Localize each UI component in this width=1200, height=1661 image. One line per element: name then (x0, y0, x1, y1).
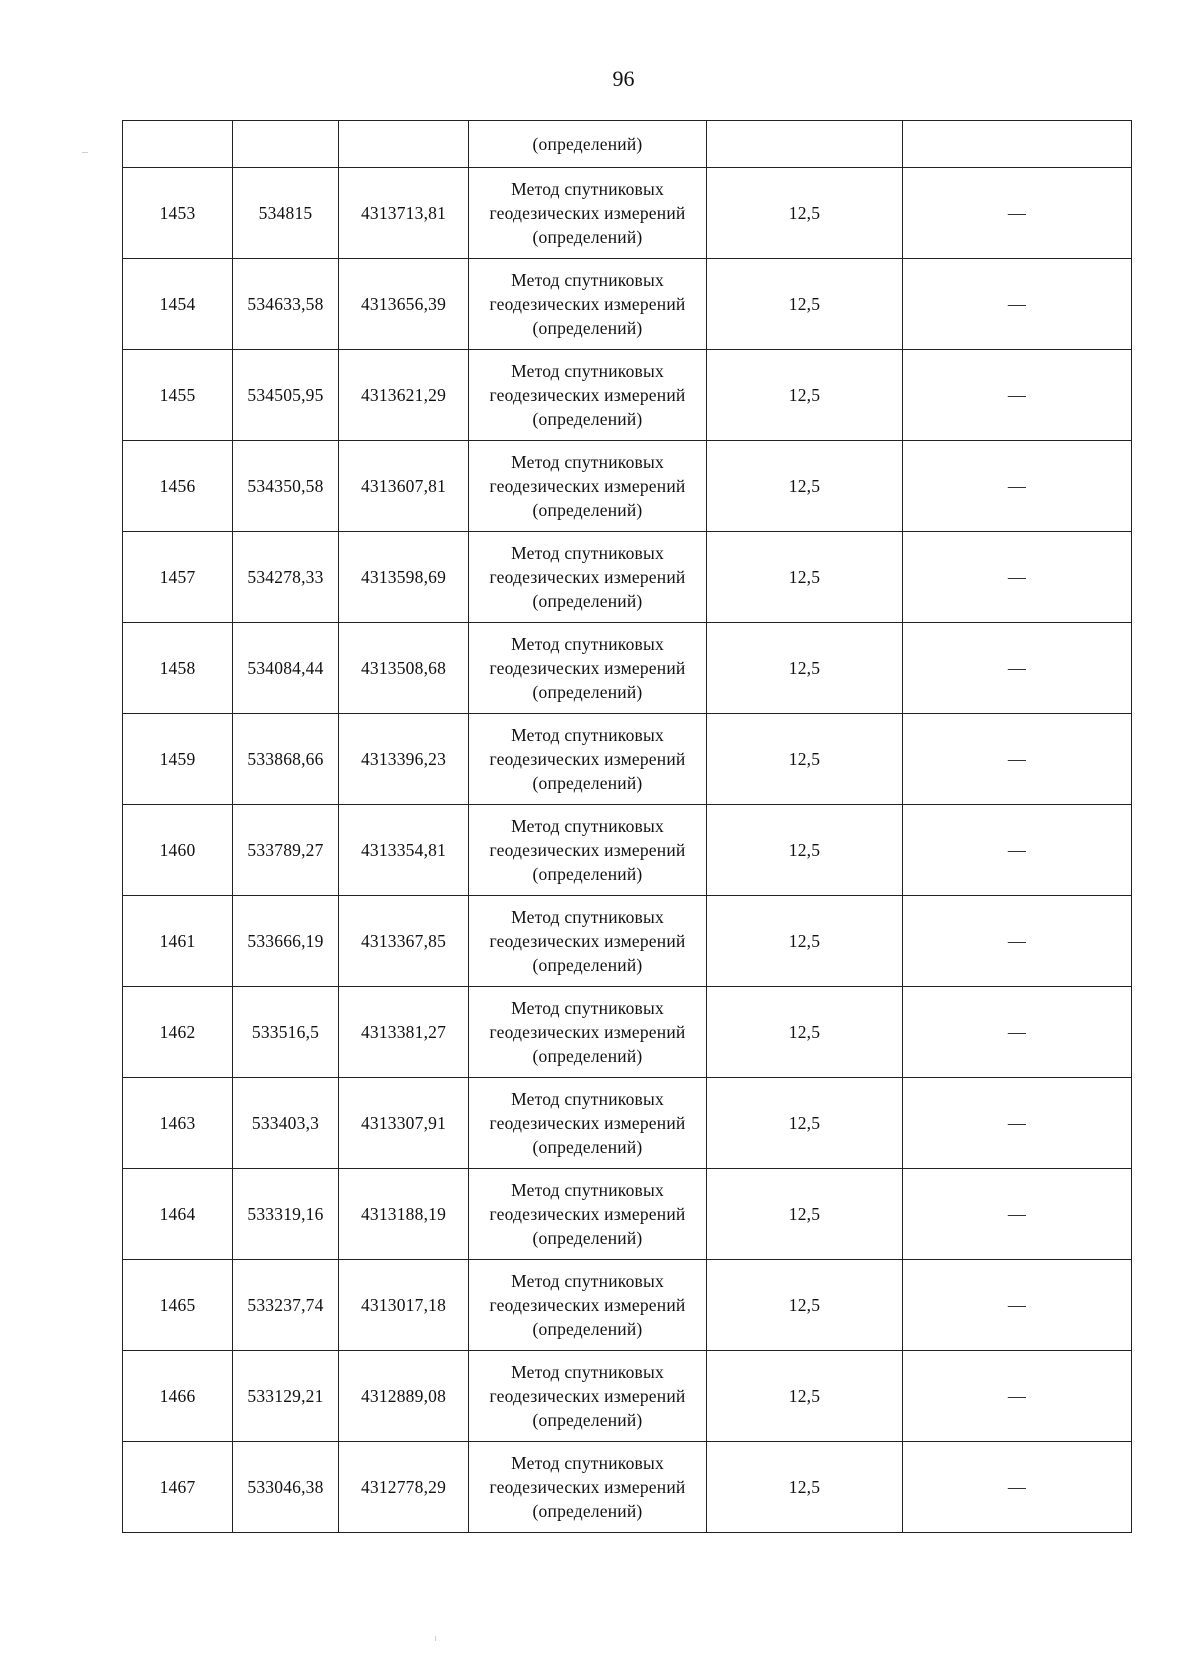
cell-note: — (903, 1169, 1132, 1260)
cell-point-number: 1465 (123, 1260, 233, 1351)
method-line: (определений) (532, 409, 643, 429)
cell-y: 4313713,81 (339, 168, 469, 259)
method-line: (определений) (532, 955, 643, 975)
table-row (123, 805, 1132, 896)
method-line: (определений) (532, 1501, 643, 1521)
cell-note: — (903, 259, 1132, 350)
method-line: (определений) (532, 500, 643, 520)
table-row (123, 623, 1132, 714)
method-line: геодезических измерений (489, 1022, 686, 1042)
cell-accuracy: 12,5 (707, 532, 903, 623)
cell-method (469, 259, 707, 350)
cell-y: 4313381,27 (339, 987, 469, 1078)
method-line: геодезических измерений (489, 294, 686, 314)
cell-accuracy: 12,5 (707, 1169, 903, 1260)
cell-method (469, 1260, 707, 1351)
cell-point-number: 1455 (123, 350, 233, 441)
method-line: Метод спутниковых (511, 361, 664, 381)
cell-note (903, 121, 1132, 168)
cell-note: — (903, 987, 1132, 1078)
cell-point-number (123, 121, 233, 168)
cell-y: 4312778,29 (339, 1442, 469, 1533)
table-row (123, 441, 1132, 532)
cell-point-number: 1458 (123, 623, 233, 714)
coordinates-table (122, 120, 1132, 1533)
cell-point-number: 1453 (123, 168, 233, 259)
method-line: геодезических измерений (489, 749, 686, 769)
cell-method (469, 896, 707, 987)
method-line: Метод спутниковых (511, 816, 664, 836)
cell-x: 534350,58 (233, 441, 339, 532)
table-row (123, 714, 1132, 805)
cell-point-number: 1467 (123, 1442, 233, 1533)
method-line: (определений) (532, 227, 643, 247)
cell-y: 4313508,68 (339, 623, 469, 714)
cell-x: 533666,19 (233, 896, 339, 987)
cell-accuracy: 12,5 (707, 168, 903, 259)
cell-x: 534505,95 (233, 350, 339, 441)
cell-accuracy: 12,5 (707, 805, 903, 896)
cell-method (469, 1078, 707, 1169)
method-line: (определений) (532, 1319, 643, 1339)
cell-x: 534278,33 (233, 532, 339, 623)
method-line: (определений) (532, 682, 643, 702)
cell-method (469, 441, 707, 532)
method-line: геодезических измерений (489, 931, 686, 951)
cell-method (469, 168, 707, 259)
method-line: (определений) (532, 318, 643, 338)
cell-y: 4313307,91 (339, 1078, 469, 1169)
cell-accuracy: 12,5 (707, 896, 903, 987)
cell-method (469, 1169, 707, 1260)
cell-point-number: 1463 (123, 1078, 233, 1169)
cell-accuracy: 12,5 (707, 1442, 903, 1533)
cell-method (469, 805, 707, 896)
method-line: Метод спутниковых (511, 634, 664, 654)
cell-note: — (903, 1078, 1132, 1169)
cell-accuracy: 12,5 (707, 1260, 903, 1351)
cell-accuracy: 12,5 (707, 259, 903, 350)
cell-point-number: 1457 (123, 532, 233, 623)
method-line: Метод спутниковых (511, 1271, 664, 1291)
scan-dust-mark (435, 1636, 436, 1641)
table-body (123, 121, 1132, 1533)
method-line: (определений) (532, 1046, 643, 1066)
cell-accuracy: 12,5 (707, 987, 903, 1078)
method-line: геодезических измерений (489, 567, 686, 587)
cell-method (469, 1351, 707, 1442)
cell-accuracy (707, 121, 903, 168)
method-line: геодезических измерений (489, 658, 686, 678)
cell-y: 4313367,85 (339, 896, 469, 987)
method-line: (определений) (532, 1228, 643, 1248)
cell-note: — (903, 532, 1132, 623)
cell-method (469, 532, 707, 623)
scan-dust-mark (82, 152, 88, 153)
cell-method (469, 350, 707, 441)
cell-point-number: 1460 (123, 805, 233, 896)
table-row (123, 987, 1132, 1078)
table-row (123, 1169, 1132, 1260)
cell-method (469, 623, 707, 714)
cell-method (469, 714, 707, 805)
method-line: геодезических измерений (489, 385, 686, 405)
method-line: (определений) (532, 591, 643, 611)
cell-x (233, 121, 339, 168)
table-row (123, 1260, 1132, 1351)
cell-y: 4313656,39 (339, 259, 469, 350)
method-line: (определений) (532, 864, 643, 884)
method-line: геодезических измерений (489, 476, 686, 496)
table-row (123, 259, 1132, 350)
cell-x: 534084,44 (233, 623, 339, 714)
cell-point-number: 1454 (123, 259, 233, 350)
method-line: (определений) (532, 773, 643, 793)
cell-y: 4313396,23 (339, 714, 469, 805)
cell-point-number: 1464 (123, 1169, 233, 1260)
method-line: Метод спутниковых (511, 1362, 664, 1382)
cell-note: — (903, 1260, 1132, 1351)
cell-y: 4312889,08 (339, 1351, 469, 1442)
table-row (123, 168, 1132, 259)
method-line: Метод спутниковых (511, 270, 664, 290)
cell-note: — (903, 350, 1132, 441)
method-line: Метод спутниковых (511, 725, 664, 745)
cell-accuracy: 12,5 (707, 350, 903, 441)
cell-x: 533403,3 (233, 1078, 339, 1169)
table-row (123, 1351, 1132, 1442)
table-row (123, 896, 1132, 987)
cell-x: 533516,5 (233, 987, 339, 1078)
cell-y: 4313354,81 (339, 805, 469, 896)
cell-note: — (903, 896, 1132, 987)
page-number: 96 (612, 66, 635, 91)
cell-method (469, 987, 707, 1078)
cell-note: — (903, 441, 1132, 532)
cell-accuracy: 12,5 (707, 1078, 903, 1169)
cell-y: 4313017,18 (339, 1260, 469, 1351)
cell-x: 533319,16 (233, 1169, 339, 1260)
cell-point-number: 1461 (123, 896, 233, 987)
method-line: геодезических измерений (489, 1204, 686, 1224)
cell-accuracy: 12,5 (707, 1351, 903, 1442)
table-row (123, 1078, 1132, 1169)
cell-y: 4313598,69 (339, 532, 469, 623)
cell-method (469, 1442, 707, 1533)
method-line: Метод спутниковых (511, 179, 664, 199)
cell-note: — (903, 805, 1132, 896)
method-line: геодезических измерений (489, 203, 686, 223)
cell-y: 4313621,29 (339, 350, 469, 441)
method-line: Метод спутниковых (511, 1180, 664, 1200)
cell-accuracy: 12,5 (707, 623, 903, 714)
method-line: Метод спутниковых (511, 907, 664, 927)
continuation-row (123, 121, 1132, 168)
cell-point-number: 1456 (123, 441, 233, 532)
cell-note: — (903, 168, 1132, 259)
table-row (123, 532, 1132, 623)
cell-point-number: 1459 (123, 714, 233, 805)
cell-method-tail: (определений) (469, 121, 707, 168)
cell-point-number: 1466 (123, 1351, 233, 1442)
method-line: (определений) (532, 1137, 643, 1157)
method-line: (определений) (532, 1410, 643, 1430)
method-line: Метод спутниковых (511, 1089, 664, 1109)
cell-accuracy: 12,5 (707, 714, 903, 805)
cell-x: 533868,66 (233, 714, 339, 805)
cell-y (339, 121, 469, 168)
method-line: Метод спутниковых (511, 452, 664, 472)
cell-x: 533046,38 (233, 1442, 339, 1533)
method-line: Метод спутниковых (511, 543, 664, 563)
cell-point-number: 1462 (123, 987, 233, 1078)
cell-note: — (903, 1351, 1132, 1442)
cell-note: — (903, 623, 1132, 714)
method-line: геодезических измерений (489, 1477, 686, 1497)
method-line: Метод спутниковых (511, 1453, 664, 1473)
method-line: геодезических измерений (489, 1113, 686, 1133)
cell-x: 533237,74 (233, 1260, 339, 1351)
table-row (123, 1442, 1132, 1533)
cell-note: — (903, 714, 1132, 805)
table-row (123, 350, 1132, 441)
cell-x: 533789,27 (233, 805, 339, 896)
cell-y: 4313188,19 (339, 1169, 469, 1260)
method-line: геодезических измерений (489, 1295, 686, 1315)
cell-y: 4313607,81 (339, 441, 469, 532)
method-line: геодезических измерений (489, 1386, 686, 1406)
cell-accuracy: 12,5 (707, 441, 903, 532)
cell-x: 533129,21 (233, 1351, 339, 1442)
method-line: геодезических измерений (489, 840, 686, 860)
cell-x: 534633,58 (233, 259, 339, 350)
cell-note: — (903, 1442, 1132, 1533)
cell-x: 534815 (233, 168, 339, 259)
method-line: Метод спутниковых (511, 998, 664, 1018)
